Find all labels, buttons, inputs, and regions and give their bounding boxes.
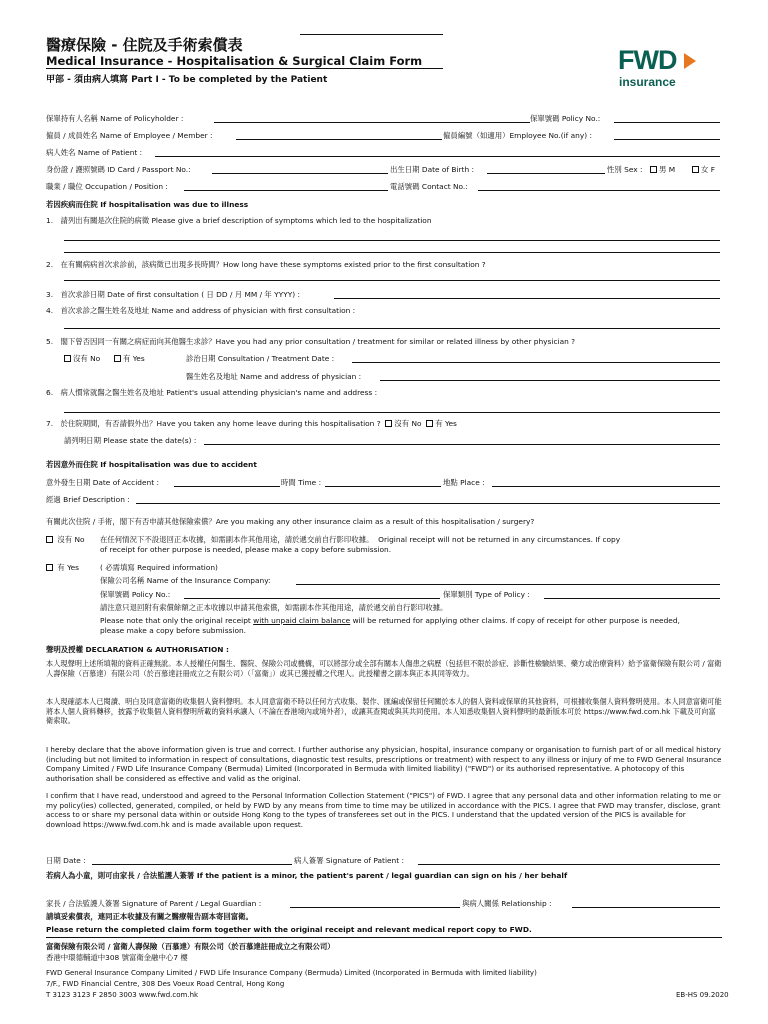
illness-q7-row: [46, 419, 457, 428]
required-note: ( 必需填寫 Required information): [100, 563, 218, 572]
q7-yes-label: 有 Yes: [435, 419, 457, 428]
q7-no-checkbox[interactable]: [385, 420, 392, 427]
yes-note-zh: 請注意只退回附有索償餘額之正本收據以申請其他索償，如需副本作其他用途，請於遞交前自行影印收據。: [100, 603, 448, 612]
field-accident-place[interactable]: [492, 486, 720, 487]
illness-q1: 1. 請列出有關是次住院的病徵 Please give a brief description of symptoms which led to the hospitalization: [46, 216, 432, 225]
q5-no-checkbox[interactable]: [64, 355, 71, 362]
field-policy-no[interactable]: [614, 122, 720, 123]
label-policyholder: 保單持有人名稱 Name of Policyholder :: [46, 114, 184, 123]
field-leave-dates[interactable]: [204, 444, 720, 445]
logo-wordmark: FWD: [618, 45, 677, 75]
field-policyholder[interactable]: [214, 122, 530, 123]
declaration-en2: I confirm that I have read, understood and agreed to the Personal Information Collection Statement ("PICS") of FWD. I agree that any personal data and other information relating to me or my policy(ies) collected, generated, compiled, or held by FWD by any means from time to time may be utilized in accordance with the PICS. I agree that FWD may transfer, disclose, grant access to or share my personal data within or outside Hong Kong to the types of transferees set out in the PICS. I understand that the updated version of the PICS is available for download https://www.fwd.com.hk and is made available upon request.: [46, 791, 721, 829]
no-note-zh: 在任何情況下不設退回正本收據，如需副本作其他用途，請於遞交前自行影印收據。: [100, 535, 374, 544]
field-treatment-date[interactable]: [352, 362, 720, 363]
yes-note-en1a: Please note that only the original receipt: [100, 616, 254, 625]
male-checkbox[interactable]: [650, 166, 657, 173]
minor-note: 若病人為小童，則可由家長 / 合法監護人簽署 If the patient is a minor, the patient's parent / legal guardian can sign on his / her behalf: [46, 871, 568, 880]
q7-yes-checkbox[interactable]: [426, 420, 433, 427]
label-accident-place: 地點 Place :: [443, 478, 485, 487]
fwd-logo: [618, 46, 728, 94]
male-label: 男 M: [659, 165, 676, 174]
part-heading: 甲部 - 須由病人填寫 Part I - To be completed by the Patient: [46, 75, 328, 85]
field-insurer[interactable]: [296, 584, 720, 585]
field-occupation[interactable]: [184, 190, 388, 191]
no-note-en1: Original receipt will not be returned in any circumstances. If copy: [378, 535, 621, 544]
yes-note-en1: [100, 616, 680, 625]
field-q2[interactable]: [64, 280, 720, 281]
illness-q7: 7. 於住院期間，有否請假外出？Have you taken any home leave during this hospitalisation ?: [46, 419, 381, 428]
field-accident-date[interactable]: [174, 486, 280, 487]
other-claim-yes-option[interactable]: [46, 563, 79, 572]
label-guardian-signature: 家長 / 合法監護人簽署 Signature of Parent / Legal Guardian :: [46, 899, 262, 908]
label-employee: 僱員 / 成員姓名 Name of Employee / Member :: [46, 131, 213, 140]
field-id-card[interactable]: [212, 173, 388, 174]
illness-heading: 若因疾病而住院 If hospitalisation was due to illness: [46, 200, 249, 209]
field-q4[interactable]: [64, 328, 720, 329]
field-employee-no[interactable]: [614, 139, 720, 140]
field-dob[interactable]: [487, 173, 605, 174]
logo-arrow-icon: [682, 51, 704, 71]
field-employee[interactable]: [236, 139, 442, 140]
yes-note-en1c: will be returned for applying other claims. If copy of receipt for other purpose is needed,: [350, 616, 680, 625]
other-claim-no-checkbox[interactable]: [46, 536, 53, 543]
declaration-zh2: 本人現確認本人已閱讀、明白及同意富衛的收集個人資料聲明。本人同意富衛不時以任何方式收集、製作、匯編或保留任何關於本人的個人資料或保單的其他資料，可根據收集個人資料聲明使用。本人同意富衛可能將本人個人資料轉移，披露予收集個人資料聲明所載的資料承讓人（不論在香港境內或境外者），或讓其查閱或與其共同使用。本人知悉收集個人資料聲明的最新版本可於 https://www.fwd.com.hk 下載及可向富衛索取。: [46, 697, 722, 726]
label-other-policy-no: 保單號碼 Policy No.:: [100, 590, 171, 599]
label-accident-brief: 經過 Brief Description :: [46, 495, 130, 504]
field-guardian-signature[interactable]: [290, 907, 460, 908]
label-policy-type: 保單類別 Type of Policy :: [443, 590, 530, 599]
footer-address-en: 7/F., FWD Financial Centre, 308 Des Voeux Road Central, Hong Kong: [46, 980, 285, 988]
field-sign-date[interactable]: [92, 864, 292, 865]
field-patient-name[interactable]: [155, 156, 720, 157]
label-accident-time: 時間 Time :: [281, 478, 322, 487]
label-contact: 電話號碼 Contact No.:: [390, 182, 468, 191]
q5-no-label: 沒有 No: [73, 354, 101, 363]
footer-address-zh: 香港中環德輔道中308 號富衛金融中心7 樓: [46, 953, 188, 962]
q5-yes-option[interactable]: [114, 354, 145, 363]
no-note-row: [100, 535, 620, 544]
field-policy-type[interactable]: [544, 598, 720, 599]
field-q1-line1[interactable]: [64, 240, 720, 241]
field-q1-line2[interactable]: [64, 252, 720, 253]
q5-no-option[interactable]: [64, 354, 100, 363]
other-claim-no-option[interactable]: [46, 535, 85, 544]
logo-subtitle: insurance: [619, 75, 676, 89]
label-relationship: 與病人關係 Relationship :: [462, 899, 552, 908]
q5-yes-checkbox[interactable]: [114, 355, 121, 362]
field-accident-time[interactable]: [325, 486, 441, 487]
yes-note-en1b: with unpaid claim balance: [253, 616, 351, 625]
field-q6[interactable]: [64, 412, 720, 413]
footer-contact: T 3123 3123 F 2850 3003 www.fwd.com.hk: [46, 991, 199, 999]
field-other-policy-no[interactable]: [184, 598, 440, 599]
label-dob: 出生日期 Date of Birth :: [390, 165, 474, 174]
label-accident-date: 意外發生日期 Date of Accident :: [46, 478, 159, 487]
footer-company-en: FWD General Insurance Company Limited / FWD Life Insurance Company (Bermuda) Limited (Incorporated in Bermuda with limited liability): [46, 969, 537, 977]
field-physician[interactable]: [380, 380, 720, 381]
field-patient-signature[interactable]: [418, 864, 720, 865]
label-employee-no: 僱員編號（如適用）Employee No.(if any) :: [443, 131, 592, 140]
label-id-card: 身份證 / 護照號碼 ID Card / Passport No.:: [46, 165, 191, 174]
title-zh: 醫療保險 - 住院及手術索償表: [46, 36, 243, 54]
label-treatment-date: 診治日期 Consultation / Treatment Date :: [186, 354, 335, 363]
illness-q3: 3. 首次求診日期 Date of first consultation ( 日 DD / 月 MM / 年 YYYY) :: [46, 290, 300, 299]
field-accident-brief[interactable]: [136, 503, 720, 504]
footer-company-zh: 富衛保險有限公司 / 富衛人壽保險（百慕達）有限公司（於百慕達註冊成立之有限公司）: [46, 942, 335, 951]
accident-heading: 若因意外而住院 If hospitalisation was due to accident: [46, 460, 257, 469]
illness-q5: 5. 閣下曾否因同一有關之病症而向其他醫生求診？Have you had any prior consultation / treatment for similar or related illness by other physician ?: [46, 337, 576, 346]
illness-q4: 4. 首次求診之醫生姓名及地址 Name and address of physician with first consultation :: [46, 306, 356, 315]
other-claim-yes-label: 有 Yes: [57, 563, 80, 572]
yes-note-en2: please make a copy before submission.: [100, 626, 247, 635]
field-contact[interactable]: [478, 190, 720, 191]
female-label: 女 F: [701, 165, 715, 174]
sex-male-option[interactable]: [650, 165, 675, 174]
label-sex: 性別 Sex :: [607, 165, 643, 174]
field-relationship[interactable]: [572, 907, 720, 908]
footer-divider: [46, 937, 722, 938]
return-note-zh: 請填妥索償表，連同正本收據及有關之醫療報告副本寄回富衛。: [46, 912, 253, 921]
female-checkbox[interactable]: [692, 166, 699, 173]
no-note-en2: of receipt for other purpose is needed, please make a copy before submission.: [100, 545, 392, 554]
declaration-en1: I hereby declare that the above information given is true and correct. I further authorise any physician, hospital, insurance company or organisation to furnish part of or all medical history (including but not limited to information in respect of consultations, diagnostic test results, prescriptions or treatment) with respect to any illness or injury of me to FWD General Insurance Company Limited / FWD Life Insurance Company (Bermuda) Limited (Incorporated in Bermuda with limited liability) ("FWD") or its authorised representative. A photocopy of this authorisation shall be considered as effective and valid as the original.: [46, 745, 722, 783]
q5-yes-label: 有 Yes: [123, 354, 145, 363]
other-claim-question: 有關此次住院 / 手術，閣下有否申請其他保險索償？Are you making any other insurance claim as a result of this hospitalisation / surgery?: [46, 517, 535, 526]
label-occupation: 職業 / 職位 Occupation / Position :: [46, 182, 168, 191]
illness-q2: 2. 在有關病病首次求診前，該病徵已出現多長時間？How long have these symptoms existed prior to the first consultation ?: [46, 260, 486, 269]
label-leave-dates: 請列明日期 Please state the date(s) :: [64, 436, 197, 445]
q7-no-label: 沒有 No: [394, 419, 422, 428]
label-patient-signature: 病人簽署 Signature of Patient :: [294, 856, 404, 865]
declaration-zh1: 本人現聲明上述所填報的資料正確無訛。本人授權任何醫生、醫院、保險公司或機構，可以將部分或全部有關本人傷患之病歷（包括但不限於診症、診斷性檢驗結果、藥方或治療資料）給予富衛保險有限公司 / 富衛人壽保險（百慕達）有限公司（於百慕達註冊成立之有限公司）（「富衛」）或其已獲授權之代理人。此授權書之副本與正本具同等效力。: [46, 659, 722, 678]
label-policy-no: 保單號碼 Policy No.:: [530, 114, 601, 123]
return-note-en: Please return the completed claim form together with the original receipt and relevant medical report copy to FWD.: [46, 925, 532, 934]
label-insurer: 保險公司名稱 Name of the Insurance Company:: [100, 576, 271, 585]
title-underline: [46, 68, 443, 69]
field-q3[interactable]: [334, 298, 720, 299]
title-en: Medical Insurance - Hospitalisation & Surgical Claim Form: [46, 54, 423, 68]
sex-female-option[interactable]: [692, 165, 715, 174]
other-claim-yes-checkbox[interactable]: [46, 564, 53, 571]
label-patient-name: 病人姓名 Name of Patient :: [46, 148, 143, 157]
form-code: EB-HS 09.2020: [676, 991, 729, 999]
title-rule: [300, 34, 443, 35]
illness-q6: 6. 病人慣常就醫之醫生姓名及地址 Patient's usual attending physician's name and address :: [46, 388, 378, 397]
label-sign-date: 日期 Date :: [46, 856, 86, 865]
label-physician: 醫生姓名及地址 Name and address of physician :: [186, 372, 362, 381]
declaration-heading: 聲明及授權 DECLARATION & AUTHORISATION :: [46, 645, 229, 654]
other-claim-no-label: 沒有 No: [57, 535, 85, 544]
